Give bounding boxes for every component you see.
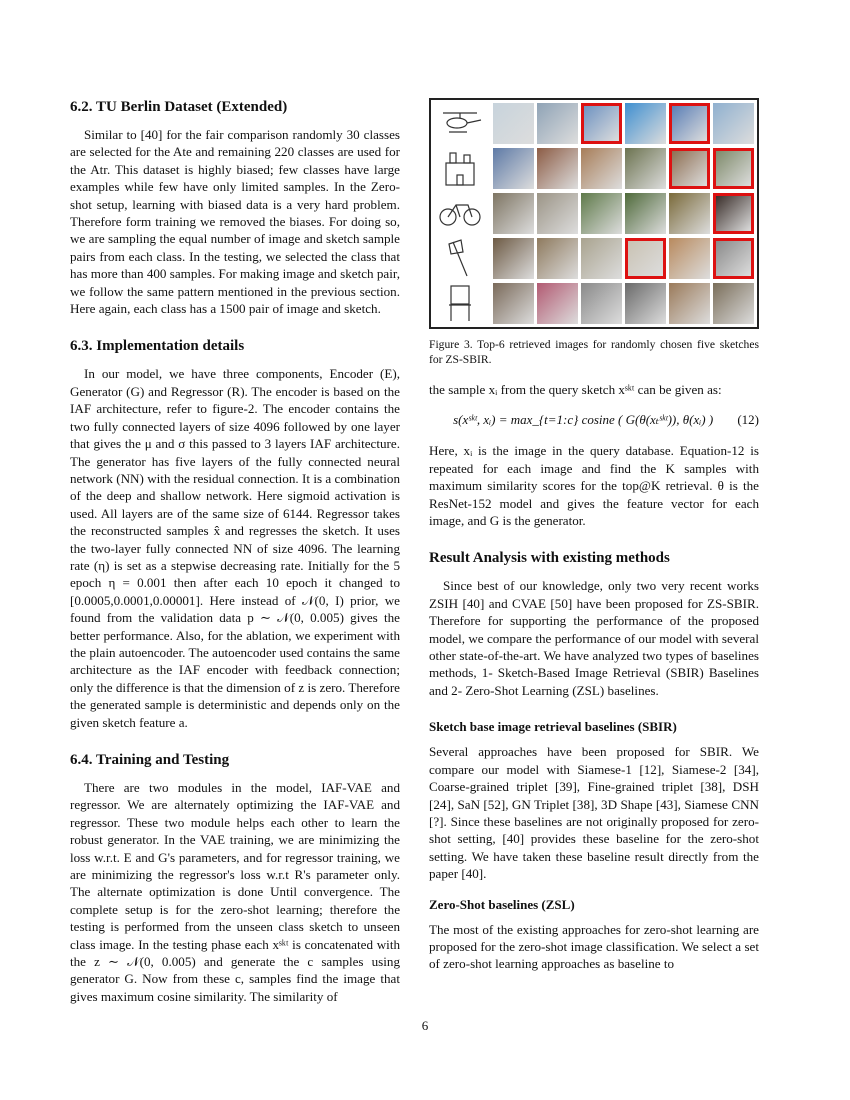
retrieved-image <box>581 283 622 324</box>
retrieved-image <box>537 238 578 279</box>
retrieved-image <box>493 193 534 234</box>
retrieved-image <box>669 283 710 324</box>
sbir-title: Sketch base image retrieval baselines (SBIR) <box>429 719 677 735</box>
castle-sketch-icon <box>435 148 485 188</box>
retrieved-image <box>669 103 710 144</box>
retrieved-image <box>713 283 754 324</box>
retrieved-image <box>537 283 578 324</box>
right-column <box>429 98 759 973</box>
zsl-paragraph: The most of the existing approaches for zero-shot learning are proposed for the zero-shot image classification. We select a set of zero-shot learning approaches as baseline to <box>429 921 759 972</box>
retrieved-image <box>625 238 666 279</box>
retrieval-grid <box>493 103 754 324</box>
chair-sketch-icon <box>435 283 485 323</box>
retrieved-image <box>493 103 534 144</box>
figure-caption: Figure 3. Top-6 retrieved images for randomly chosen five sketches for ZS-SBIR. <box>429 338 759 366</box>
bicycle-sketch-icon <box>435 193 485 233</box>
retrieved-image <box>625 283 666 324</box>
axe-sketch-icon <box>435 238 485 278</box>
left-column <box>70 98 400 1005</box>
figure-3 <box>429 98 759 329</box>
retrieved-image <box>537 193 578 234</box>
helicopter-sketch-icon <box>435 103 485 143</box>
section-6-3-title: 6.3. Implementation details <box>70 338 245 355</box>
retrieved-image <box>625 148 666 189</box>
page-number: 6 <box>421 1018 429 1033</box>
equation-explanation: Here, xᵢ is the image in the query database. Equation-12 is repeated for each image and find the K samples with maximum similarity scores for the top@K retrieval. θ is the ResNet-152 model and gives the feature vector for each image, and G is the generator. <box>429 443 759 529</box>
sbir-paragraph: Several approaches have been proposed for SBIR. We compare our model with Siamese-1 [12], Siamese-2 [34], Coarse-grained triplet [39], Fine-grained triplet [38], DSH [24], SaN [52], GN Triplet [38], 3D Shape [43], Siamese CNN [?]. Since these baselines are not originally proposed for zero-shot setting, [40] provides these baseline for the zero-shot setting. We have taken these baseline result directly from the paper [40]. <box>429 744 759 882</box>
section-6-4-paragraph: There are two modules in the model, IAF-VAE and regressor. We are alternately optimizing the IAF-VAE and regressor. These two module helps each other to learn the robust generator. In the VAE training, we are minimizing the loss w.r.t. E and G's parameters, and for regressor training, we are minimizing the regressor's loss w.r.t R's parameter only. The alternate optimization is done Until convergence. The complete setup is for the zero-shot learning; therefore the testing is performed from the unseen class sketch to unseen class image. In the testing phase each xˢᵏᵗ is concatenated with the z ∼ 𝒩(0, 0.005) and generate the c samples using generator G. Now from these c, samples find the image that gives maximum cosine similarity. The similarity of <box>70 780 400 1004</box>
section-6-2-paragraph: Similar to [40] for the fair comparison randomly 30 classes are selected for the Ate and remaining 220 classes are used for the Atr. This dataset is highly biased; few classes have large examples while few have only limited samples. In the Zero-shot setup, learning with biased data is a very hard problem. Therefore form training we removed the biases. For doing so, we are sampling the equal number of image and sketch sample pairs from each class. In the testing, we selected the class that has more than 400 samples. For making image and sketch pair, we follow the same pattern mentioned in the previous section. Here again, each class has a 1500 pair of image and sketch. <box>70 127 400 317</box>
retrieved-image <box>669 193 710 234</box>
section-6-4-title: 6.4. Training and Testing <box>70 752 230 768</box>
retrieved-image <box>581 193 622 234</box>
retrieved-image <box>669 238 710 279</box>
retrieved-image <box>713 238 754 279</box>
equation-number: (12) <box>737 412 759 428</box>
equation-intro: the sample xᵢ from the query sketch xˢᵏᵗ can be given as: <box>429 382 722 397</box>
retrieved-image <box>493 283 534 324</box>
result-analysis-paragraph: Since best of our knowledge, only two very recent works ZSIH [40] and CVAE [50] have been proposed for ZS-SBIR. Therefore for supporting the performance of the proposed model, we compare the performance of our model with several other state-of-the-art. We have analyzed two types of baselines methods, 1- Sketch-Based Image Retrieval (SBIR) Baselines and 2- Zero-Shot Learning (ZSL) baselines. <box>429 578 759 698</box>
retrieved-image <box>493 148 534 189</box>
section-6-3-paragraph: In our model, we have three components, Encoder (E), Generator (G) and Regressor (R). The encoder is based on the IAF architecture, refer to figure-2. The encoder contains the two fully connected layers of size 4096 followed by one layer that gives the μ and σ this passed to 3 layers IAF architecture. The generator has five layers of the fully connected neural network (NN) with the residual connection. It is a combination of the deep and shallow network. Here sigmoid activation is used. All layers are of the same size of 6144. Regressor takes the reconstructed samples x̂ and regresses the sketch. It uses the two-layer fully connected NN of size 4096. The learning rate (η) is set as a stepwise decreasing rate. Initially for the 5 epoch η = 0.001 then after each 10 epoch it changed to [0.0005,0.0001,0.00001]. Here instead of 𝒩(0, I) prior, we found from the validation data p ∼ 𝒩(0, 0.005) gives the better performance. Also, for the ablation, we experiment with the plain autoencoder. The autoencoder used contains the same architecture as the IAF encoder with feedback connection; only the difference is that the dimension of z is zero. Therefore the generated sample is deterministic and depends only on the given sketch feature a. <box>70 366 400 730</box>
sketch-column <box>435 103 487 328</box>
zsl-title: Zero-Shot baselines (ZSL) <box>429 896 575 912</box>
retrieved-image <box>713 193 754 234</box>
equation-expression: s(xˢᵏᵗ, xᵢ) = max_{t=1:c} cosine ( G(θ(xₜˢᵏᵗ)), θ(xᵢ) ) <box>453 412 714 428</box>
result-analysis-title: Result Analysis with existing methods <box>429 550 670 567</box>
retrieved-image <box>581 103 622 144</box>
retrieved-image <box>537 103 578 144</box>
retrieved-image <box>625 193 666 234</box>
retrieved-image <box>625 103 666 144</box>
retrieved-image <box>713 148 754 189</box>
retrieved-image <box>581 238 622 279</box>
equation-12 <box>429 412 759 428</box>
section-6-2-title: 6.2. TU Berlin Dataset (Extended) <box>70 99 288 115</box>
retrieved-image <box>669 148 710 189</box>
retrieved-image <box>581 148 622 189</box>
retrieved-image <box>537 148 578 189</box>
retrieved-image <box>713 103 754 144</box>
retrieved-image <box>493 238 534 279</box>
